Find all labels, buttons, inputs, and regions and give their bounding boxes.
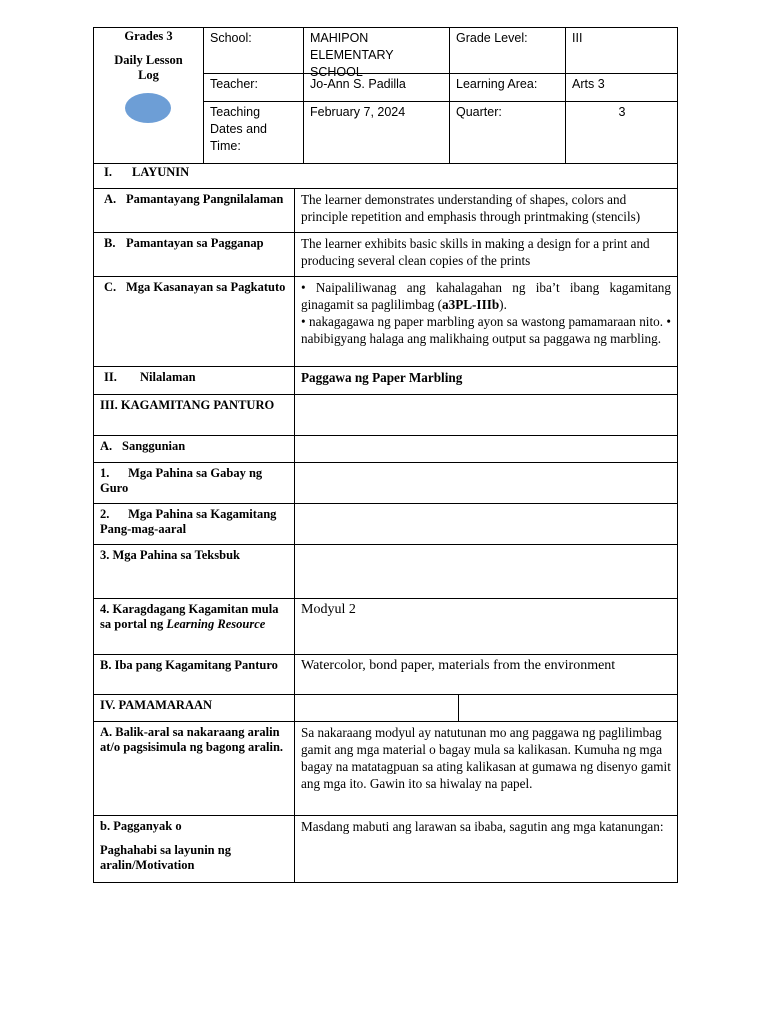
table-row (94, 277, 677, 367)
learning-area-label: Learning Area: (456, 77, 538, 91)
row-value: Sa nakaraang modyul ay natutunan mo ang paggawa ng paglilimbag gamit ang mga material o bagay mula sa kalikasan. Kumuha ng mga bagay na matatagpuan sa ating kalikasan at gumawa ng disenyo gamit ang mga ito. Gawin ito sa hiwalay na papel. (301, 725, 671, 791)
row-value: The learner exhibits basic skills in making a design for a print and producing several clean copies of the prints (301, 236, 650, 268)
header-table (93, 27, 678, 164)
lesson-table (93, 163, 678, 883)
row-value: Masdang mabuti ang larawan sa ibaba, sagutin ang mga katanungan: (301, 819, 664, 834)
grade-level-label: Grade Level: (456, 31, 528, 45)
row-label: B. Iba pang Kagamitang Panturo (94, 655, 295, 694)
table-row (94, 233, 677, 277)
section-label: LAYUNIN (132, 165, 190, 179)
table-row (94, 545, 677, 599)
row-value (295, 277, 677, 366)
section-row-pamamaraan (94, 695, 677, 722)
learning-area-value: Arts 3 (572, 77, 605, 91)
row-value (295, 504, 677, 544)
divider (458, 695, 459, 721)
row-label: 3. Mga Pahina sa Teksbuk (94, 545, 295, 598)
row-value (295, 545, 677, 598)
row-value: Modyul 2 (301, 602, 356, 617)
row-value (295, 395, 677, 435)
row-label: 4. Karagdagang Kagamitan mula sa portal ng Learning Resource (94, 599, 295, 654)
table-row (94, 395, 677, 436)
row-value: The learner demonstrates understanding of shapes, colors and principle repetition and emphasis through printmaking (stencils) (301, 192, 641, 224)
table-row (94, 816, 677, 883)
grade-level-value: III (572, 31, 583, 45)
table-row (94, 504, 677, 545)
table-row (94, 599, 677, 655)
row-label: 2. Mga Pahina sa Kagamitang Pang-mag-aaral (94, 504, 295, 544)
teacher-value: Jo-Ann S. Padilla (310, 77, 406, 91)
section-title (94, 163, 677, 188)
row-label: II. Nilalaman (94, 367, 295, 394)
table-row (94, 463, 677, 504)
row-label: IV. PAMAMARAAN (94, 695, 295, 721)
blue-oval-icon (125, 93, 171, 123)
row-label: A. Pamantayang Pangnilalaman (94, 189, 295, 232)
table-row (94, 436, 677, 463)
row-value (295, 436, 677, 462)
row-label: B. Pamantayan sa Pagganap (94, 233, 295, 276)
teacher-label: Teacher: (210, 77, 258, 91)
row-label: III. KAGAMITANG PANTURO (94, 395, 295, 435)
section-row-layunin (94, 163, 677, 189)
competency-line: • Naipaliliwanag ang kahalagahan ng iba’t ibang kagamitang ginagamit sa paglilimbag (a3PL-IIIb). (301, 280, 671, 312)
school-value: MAHIPON ELEMENTARY SCHOOL (310, 31, 394, 79)
row-label: A. Sanggunian (94, 436, 295, 462)
dates-value: February 7, 2024 (310, 105, 406, 119)
school-label: School: (210, 31, 252, 45)
table-row (94, 655, 677, 695)
row-value: Paggawa ng Paper Marbling (301, 370, 463, 385)
row-label: A. Balik-aral sa nakaraang aralin at/o pagsisimula ng bagong aralin. (94, 722, 295, 815)
section-number: I. (104, 165, 112, 179)
row-label: C. Mga Kasanayan sa Pagkatuto (94, 277, 295, 366)
grade-title: Grades 3 (124, 29, 173, 43)
competency-line: • nakagagawa ng paper marbling ayon sa wastong pamamaraan nito. • nabibigyang halaga ang malikhaing output sa paggawa ng marbling. (301, 314, 671, 346)
grade-box (94, 28, 203, 163)
log-title: Daily Lesson Log (114, 53, 183, 82)
row-value (295, 463, 677, 503)
row-label: b. Pagganyak o Paghahabi sa layunin ng aralin/Motivation (94, 816, 295, 882)
table-row (94, 367, 677, 395)
table-row (94, 722, 677, 816)
dates-label: Teaching Dates and Time: (210, 105, 267, 153)
competency-code: a3PL-IIIb (442, 297, 500, 312)
row-label: 1. Mga Pahina sa Gabay ng Guro (94, 463, 295, 503)
table-row (94, 189, 677, 233)
quarter-value: 3 (618, 105, 626, 119)
quarter-label: Quarter: (456, 105, 502, 119)
row-value: Watercolor, bond paper, materials from the environment (301, 658, 616, 673)
